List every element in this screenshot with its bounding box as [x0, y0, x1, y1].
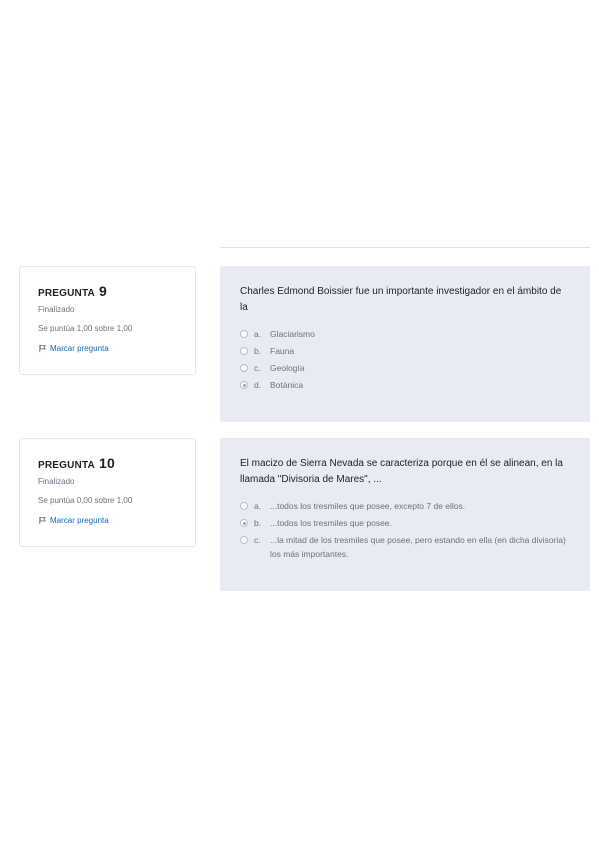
question-number: 10 [98, 455, 115, 471]
question-info-10 [19, 438, 196, 547]
answer-text: ...todos los tresmiles que posee, excepto 7 de ellos. [270, 501, 466, 511]
answer-list [240, 499, 570, 561]
answer-text: Botánica [270, 380, 304, 390]
answer-text: ...la mitad de los tresmiles que posee, pero estando en ella (en dicha divisoria) los más importantes. [270, 535, 566, 559]
answer-letter: c. [254, 363, 261, 373]
question-state: Finalizado [38, 477, 75, 486]
question-number: 9 [98, 283, 107, 299]
question-grade: Se puntúa 1,00 sobre 1,00 [38, 324, 133, 333]
section-divider [220, 247, 590, 248]
answer-option[interactable] [240, 499, 570, 513]
radio-button[interactable] [240, 502, 248, 510]
question-text: El macizo de Sierra Nevada se caracteriza porque en él se alinean, en la llamada "Divisoria de Mares", ... [240, 458, 563, 485]
question-label: PREGUNTA [38, 460, 95, 471]
answer-option[interactable] [240, 378, 570, 392]
answer-option[interactable] [240, 327, 570, 341]
answer-list [240, 327, 570, 392]
question-grade: Se puntúa 0,00 sobre 1,00 [38, 496, 133, 505]
answer-letter: a. [254, 501, 262, 511]
answer-letter: b. [254, 518, 262, 528]
answer-letter: a. [254, 329, 262, 339]
question-content-10 [220, 438, 590, 591]
answer-text: ...todos los tresmiles que posee. [270, 518, 392, 528]
question-state: Finalizado [38, 305, 75, 314]
flag-question-link[interactable] [38, 344, 195, 353]
question-title [38, 281, 195, 301]
answer-text: Fauna [270, 346, 295, 356]
answer-text: Glaciarismo [270, 329, 315, 339]
question-text: Charles Edmond Boissier fue un importante investigador en el ámbito de la [240, 286, 562, 313]
question-info-9 [19, 266, 196, 375]
answer-option[interactable] [240, 516, 570, 530]
answer-option[interactable] [240, 344, 570, 358]
flag-question-label: Marcar pregunta [50, 344, 109, 353]
radio-button[interactable] [240, 330, 248, 338]
answer-text: Geología [270, 363, 305, 373]
question-content-9 [220, 266, 590, 422]
answer-letter: b. [254, 346, 262, 356]
answer-letter: d. [254, 380, 262, 390]
answer-option[interactable] [240, 533, 570, 561]
answer-option[interactable] [240, 361, 570, 375]
radio-button-selected[interactable] [240, 381, 248, 389]
flag-question-label: Marcar pregunta [50, 516, 109, 525]
radio-button[interactable] [240, 347, 248, 355]
flag-icon [38, 344, 47, 353]
question-label: PREGUNTA [38, 288, 95, 299]
radio-button[interactable] [240, 364, 248, 372]
answer-letter: c. [254, 535, 261, 545]
flag-question-link[interactable] [38, 516, 195, 525]
flag-icon [38, 516, 47, 525]
radio-button[interactable] [240, 536, 248, 544]
radio-button-selected[interactable] [240, 519, 248, 527]
question-title [38, 453, 195, 473]
